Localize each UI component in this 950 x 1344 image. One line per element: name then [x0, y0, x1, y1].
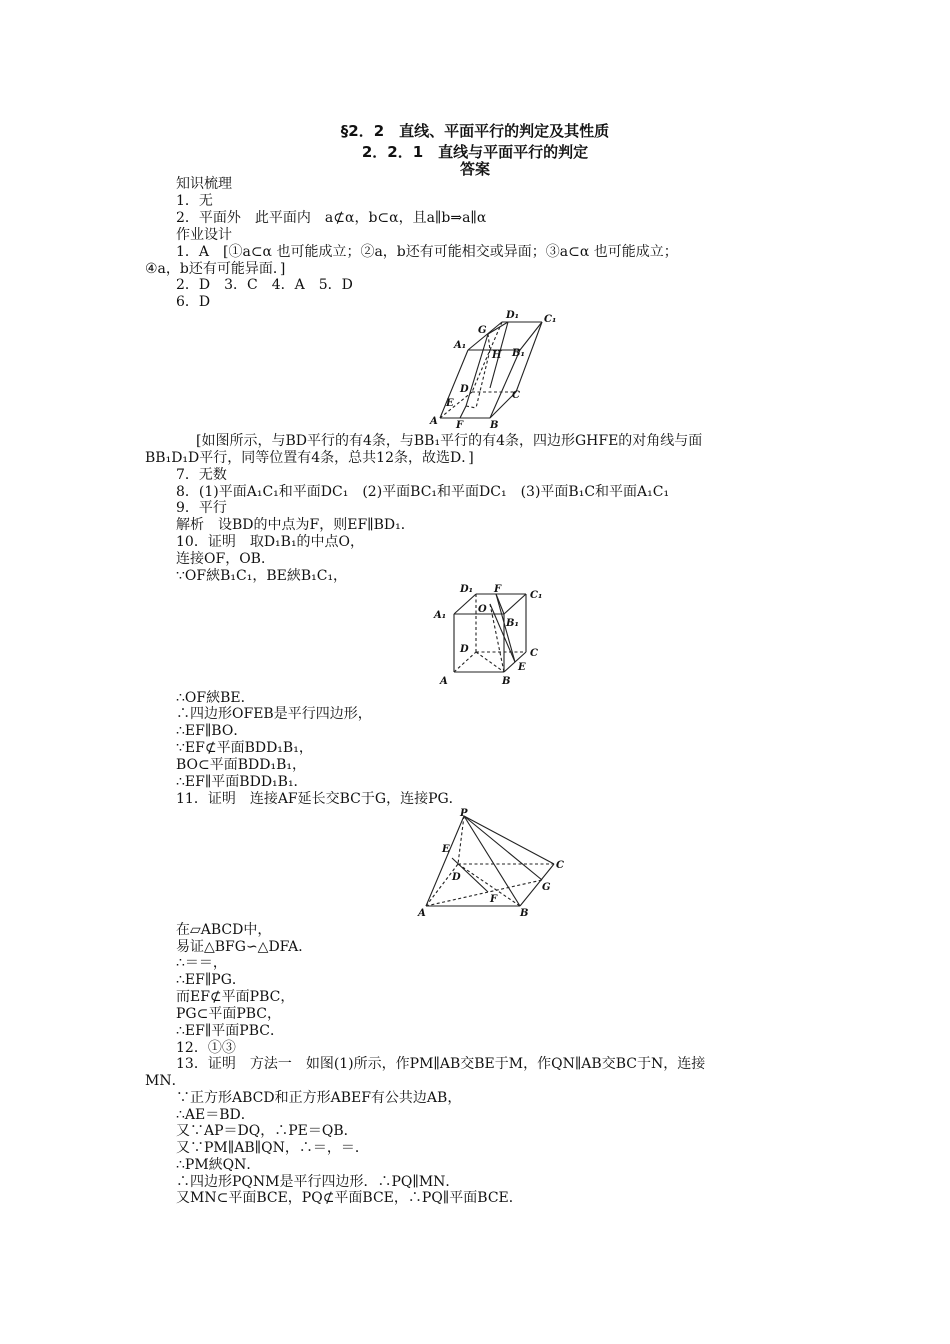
text-line: 8．(1)平面A₁C₁和平面DC₁ (2)平面BC₁和平面DC₁ (3)平面B₁C和平面A₁C₁ — [176, 484, 670, 500]
label-b1: B₁ — [512, 348, 525, 359]
label-c: C — [530, 648, 538, 659]
label-a: A — [418, 908, 426, 919]
text-line: [如图所示，与BD平行的有4条，与BB₁平行的有4条，四边形GHFE的对角线与面 — [196, 433, 703, 449]
label-c: C — [512, 390, 520, 401]
text-line: 12．①③ — [176, 1040, 236, 1056]
label-b: B — [490, 420, 499, 431]
label-a1: A₁ — [454, 340, 467, 351]
text-line: 1．无 — [176, 193, 213, 209]
text-line: ∴EF∥BO． — [176, 723, 248, 739]
label-f: F — [490, 894, 498, 905]
text-line: ∴PM綊QN． — [176, 1157, 261, 1173]
text-line: 7．无数 — [176, 467, 227, 483]
text-line: BO⊂平面BDD₁B₁， — [176, 757, 307, 773]
text-line: 6．D — [176, 294, 211, 310]
text-line: ∴OF綊BE． — [176, 690, 255, 706]
text-line: ∴EF∥平面PBC． — [176, 1023, 284, 1039]
text-line: 解析 设BD的中点为F，则EF∥BD₁． — [176, 517, 415, 533]
label-f: F — [456, 420, 464, 431]
subsection-title: 2．2．1 直线与平面平行的判定 — [361, 143, 589, 161]
label-d: D — [460, 384, 469, 395]
figure-parallelepiped — [420, 308, 570, 433]
figure-cube — [430, 582, 550, 688]
text-line: 而EF⊄平面PBC， — [176, 989, 295, 1005]
text-line: ∴AE＝BD． — [176, 1107, 255, 1123]
text-line: ∵正方形ABCD和正方形ABEF有公共边AB， — [176, 1090, 462, 1106]
label-b: B — [520, 908, 529, 919]
text-line: 又MN⊂平面BCE，PQ⊄平面BCE，∴PQ∥平面BCE． — [176, 1190, 523, 1206]
text-line: ∴EF∥平面BDD₁B₁． — [176, 774, 308, 790]
label-f: F — [494, 584, 502, 595]
label-b1: B₁ — [506, 618, 519, 629]
label-d1: D₁ — [460, 584, 474, 595]
text-line: 1．A [①a⊂α 也可能成立；②a，b还有可能相交或异面；③a⊂α 也可能成立； — [176, 244, 678, 260]
text-line: ∵OF綊B₁C₁，BE綊B₁C₁， — [176, 568, 348, 584]
text-line: ∴四边形PQNM是平行四边形．∴PQ∥MN． — [176, 1174, 460, 1190]
label-e: E — [518, 662, 526, 673]
text-line: 又∵PM∥AB∥QN，∴＝，＝． — [176, 1140, 369, 1156]
label-a: A — [440, 676, 448, 687]
text-line: 9．平行 — [176, 500, 227, 516]
text-line: 又∵AP＝DQ，∴PE＝QB． — [176, 1123, 358, 1139]
text-line: 连接OF，OB． — [176, 551, 275, 567]
text-line: 知识梳理 — [176, 176, 232, 192]
label-o: O — [478, 604, 487, 615]
answer-heading: 答案 — [459, 160, 490, 178]
text-line: 2．D 3．C 4．A 5．D — [176, 277, 353, 293]
text-line: PG⊂平面PBC， — [176, 1006, 282, 1022]
text-line: 11．证明 连接AF延长交BC于G，连接PG． — [176, 791, 463, 807]
label-d1: D₁ — [506, 310, 520, 321]
section-title: §2．2 直线、平面平行的判定及其性质 — [340, 122, 610, 140]
text-line: 10．证明 取D₁B₁的中点O， — [176, 534, 365, 550]
text-line: ∴＝＝， — [176, 955, 227, 971]
text-line: 13．证明 方法一 如图(1)所示，作PM∥AB交BE于M，作QN∥AB交BC于N，连接 — [176, 1056, 706, 1072]
label-h: H — [492, 350, 502, 361]
text-line: 易证△BFG∽△DFA． — [176, 939, 313, 955]
label-e: E — [446, 398, 454, 409]
text-line: ∴EF∥PG． — [176, 972, 246, 988]
text-line: ∴四边形OFEB是平行四边形， — [176, 706, 372, 722]
label-g: G — [478, 325, 487, 336]
text-line: ④a，b还有可能异面．] — [145, 261, 286, 277]
label-d: D — [452, 872, 461, 883]
label-c1: C₁ — [530, 590, 543, 601]
label-b: B — [502, 676, 511, 687]
text-line: 作业设计 — [176, 227, 232, 243]
text-line: 2．平面外 此平面内 a⊄α，b⊂α，且a∥b⇒a∥α — [176, 210, 487, 226]
label-p: P — [460, 808, 468, 819]
label-d: D — [460, 644, 469, 655]
text-line: ∵EF⊄平面BDD₁B₁， — [176, 740, 313, 756]
label-c1: C₁ — [544, 314, 557, 325]
label-a1: A₁ — [434, 610, 447, 621]
label-a: A — [430, 416, 438, 427]
figure-pyramid — [412, 806, 582, 920]
label-e: E — [442, 844, 450, 855]
label-c: C — [556, 860, 564, 871]
label-g: G — [542, 882, 551, 893]
text-line: MN． — [145, 1073, 186, 1089]
text-line: BB₁D₁D平行，同等位置有4条，总共12条，故选D．] — [145, 450, 474, 466]
text-line: 在▱ABCD中， — [176, 922, 272, 938]
